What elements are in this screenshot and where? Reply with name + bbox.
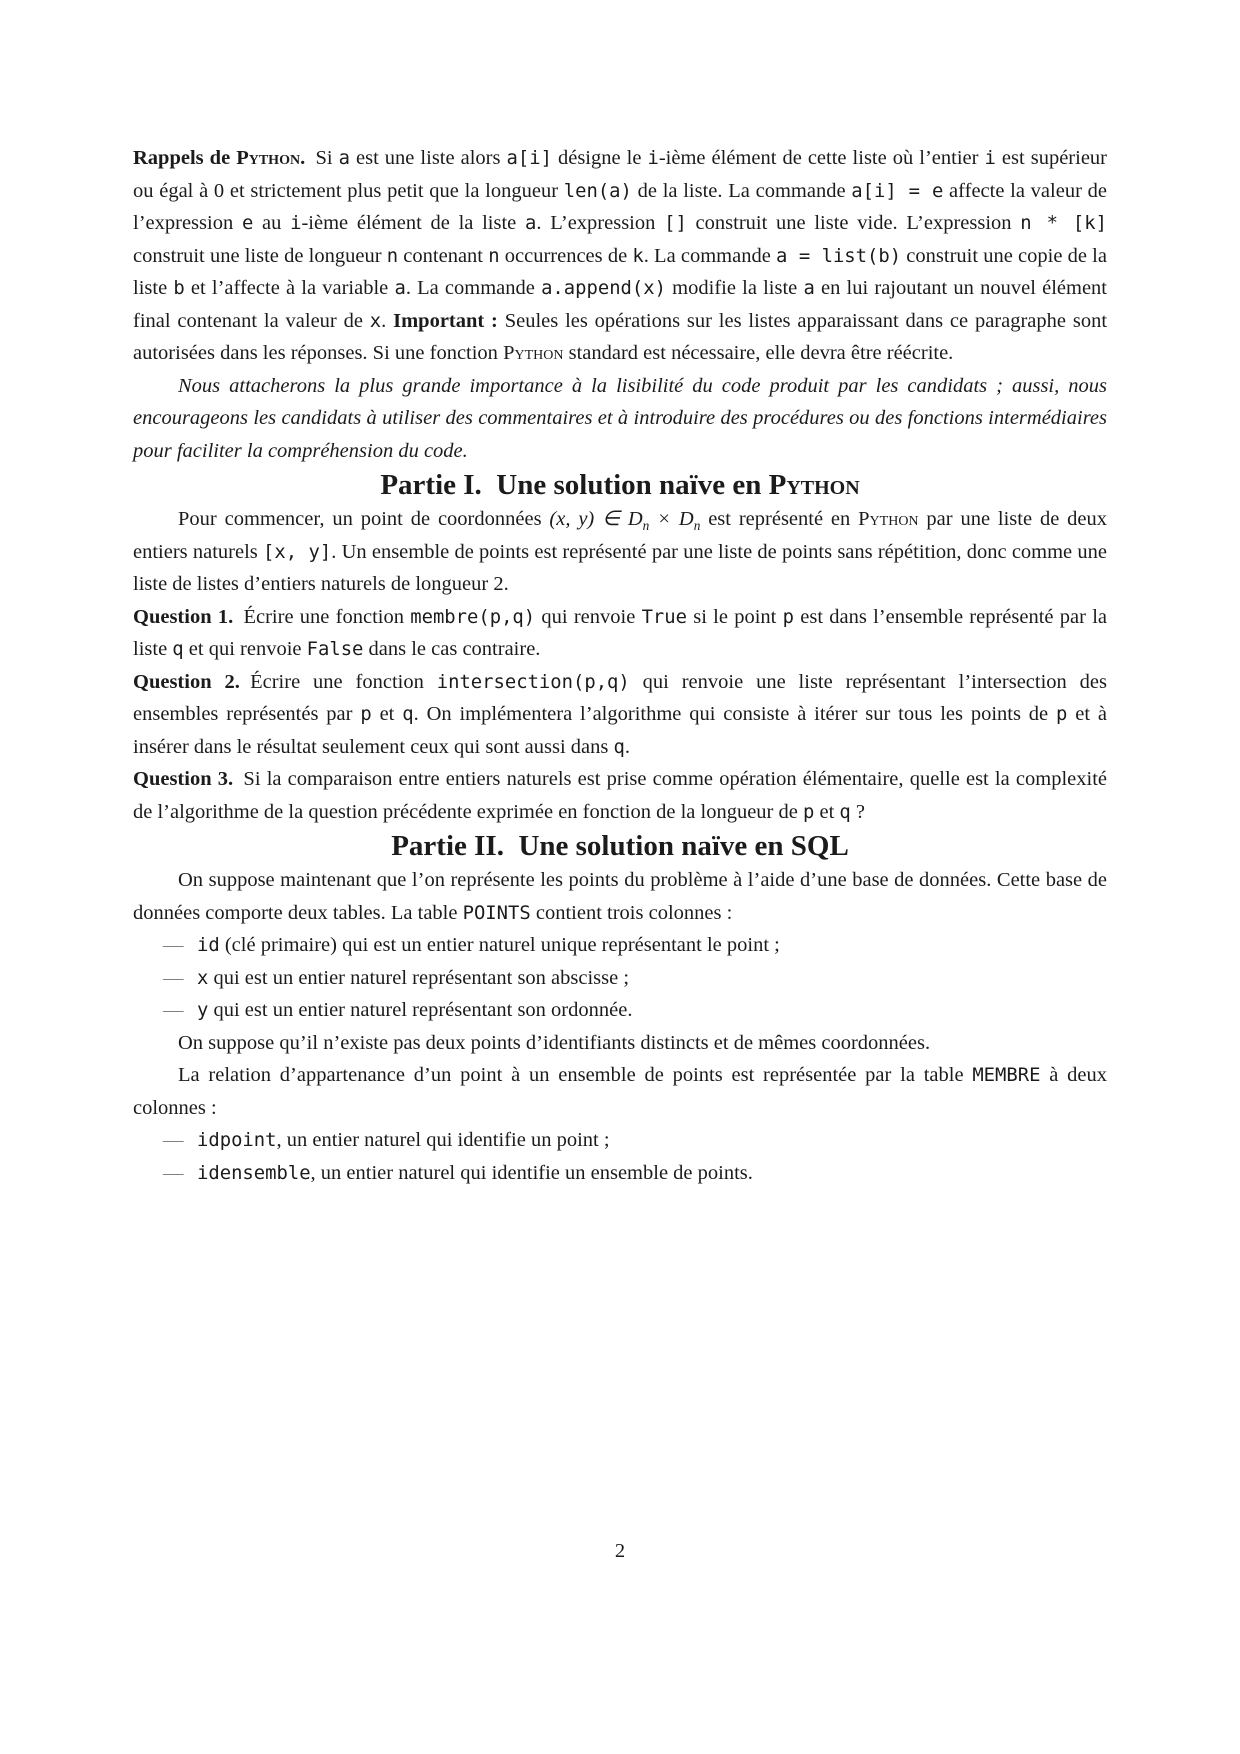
dash-icon: —	[163, 1161, 184, 1184]
list-item-text: x qui est un entier naturel représentant son abscisse ;	[197, 966, 630, 989]
membre-table-columns-list	[133, 1124, 1107, 1189]
paragraph-distinct-points: On suppose qu’il n’existe pas deux points d’identifiants distincts et de mêmes coordonnées.	[178, 1031, 931, 1054]
list-item	[133, 1124, 1107, 1157]
paragraph-python-reminder: Rappels de Python. Si a est une liste alors a[i] désigne le i-ième élément de cette liste où l’entier i est supérieur ou égal à 0 et strictement plus petit que la longueur len(a) de la liste. La commande a[i] = e affecte la valeur de l’expression e au i-ième élément de la liste a. L’expression [] construit une liste vide. L’expression n * [k] construit une liste de longueur n contenant n occurrences de k. La commande a = list(b) construit une copie de la liste b et l’affecte à la variable a. La commande a.append(x) modifie la liste a en lui rajoutant un nouvel élément final contenant la valeur de x. Important : Seules les opérations sur les listes apparaissant dans ce paragraphe sont autorisées dans les réponses. Si une fonction Python standard est nécessaire, elle devra être réécrite.	[133, 147, 1108, 364]
list-item-text: y qui est un entier naturel représentant son ordonnée.	[197, 999, 633, 1021]
dash-icon: —	[163, 966, 184, 989]
dash-icon: —	[163, 999, 184, 1021]
paragraph-membre-table: La relation d’appartenance d’un point à un ensemble de points est représentée par la table MEMBRE à deux colonnes :	[133, 1064, 1107, 1119]
list-item	[133, 929, 1107, 962]
points-table-columns-list	[133, 929, 1107, 1027]
paragraph-code-readability-note: Nous attacherons la plus grande importance à la lisibilité du code produit par les candidats ; aussi, nous encourageons les candidats à utiliser des commentaires et à introduire des procédures ou des fonctions intermédiaires pour faciliter la compréhension du code.	[133, 374, 1107, 462]
heading-part-ii: Partie II. Une solution naïve en SQL	[391, 830, 849, 862]
page-body	[133, 142, 1107, 1189]
heading-part-i: Partie I. Une solution naïve en Python	[380, 469, 860, 501]
list-item-text: id (clé primaire) qui est un entier naturel unique représentant le point ;	[197, 934, 780, 956]
list-item	[133, 994, 1107, 1027]
question-1: Question 1. Écrire une fonction membre(p,q) qui renvoie True si le point p est dans l’ensemble représenté par la liste q et qui renvoie False dans le cas contraire.	[133, 605, 1108, 660]
dash-icon: —	[163, 1129, 184, 1151]
list-item-text: idensemble, un entier naturel qui identifie un ensemble de points.	[197, 1161, 753, 1184]
list-item	[133, 962, 1107, 995]
question-3: Question 3. Si la comparaison entre entiers naturels est prise comme opération élémentaire, quelle est la complexité de l’algorithme de la question précédente exprimée en fonction de la longueur de p et q ?	[133, 768, 1107, 823]
page-number: 2	[614, 1540, 626, 1562]
dash-icon: —	[163, 934, 184, 956]
list-item-text: idpoint, un entier naturel qui identifie un point ;	[197, 1129, 610, 1151]
list-item	[133, 1157, 1107, 1190]
paragraph-point-representation: Pour commencer, un point de coordonnées (x, y) ∈ $D_n \times D_n$ est représenté en Python par une liste de deux entiers naturels [x, y]. Un ensemble de points est représenté par une liste de points sans répétition, donc comme une liste de listes d’entiers naturels de longueur 2.	[133, 508, 1107, 595]
question-2: Question 2. Écrire une fonction intersection(p,q) qui renvoie une liste représentant l’intersection des ensembles représentés par p et q. On implémentera l’algorithme qui consiste à itérer sur tous les points de p et à insérer dans le résultat seulement ceux qui sont aussi dans q.	[133, 670, 1107, 758]
paragraph-database-intro: On suppose maintenant que l’on représente les points du problème à l’aide d’une base de données. Cette base de données comporte deux tables. La table POINTS contient trois colonnes :	[133, 869, 1107, 924]
